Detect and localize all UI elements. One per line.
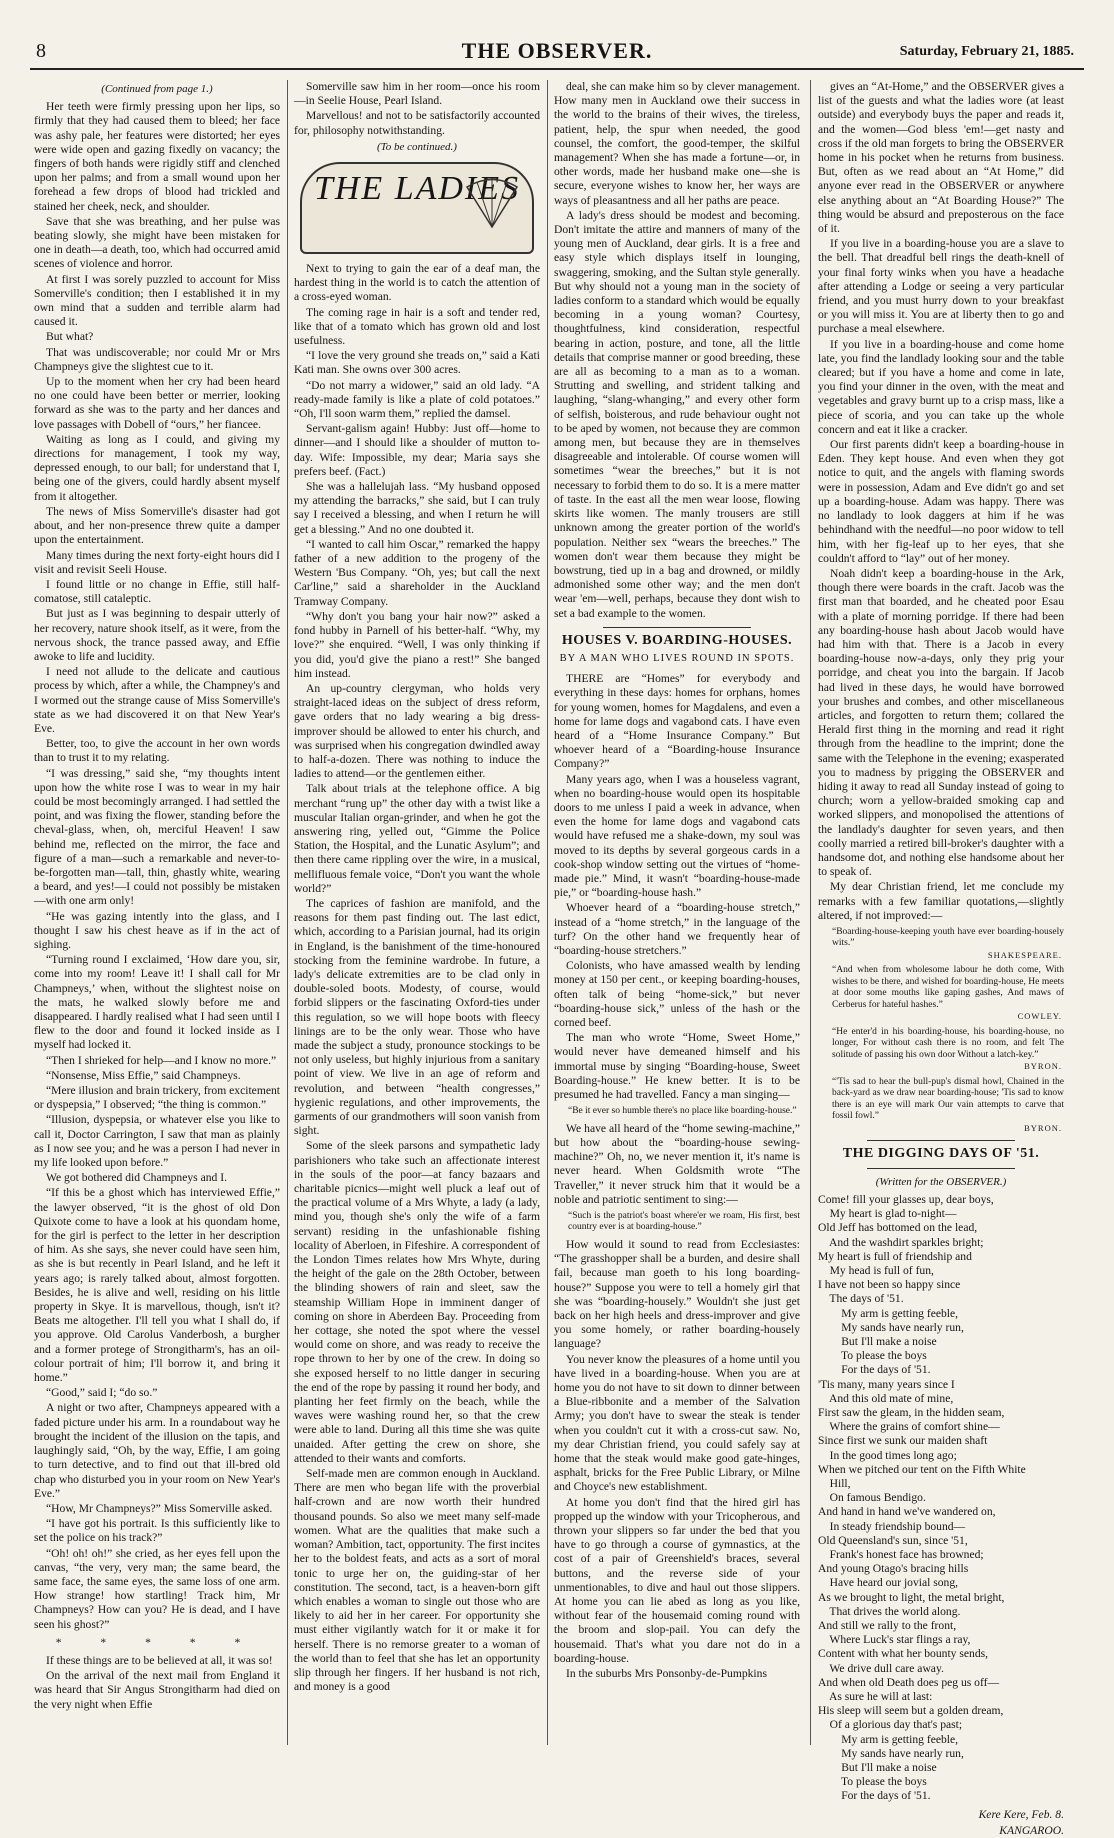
paragraph: Whoever heard of a “boarding-house stretch,” instead of a “home stretch,” in the language of the turf? On the other hand we frequently hear of “boarding-house stretchers.” bbox=[554, 901, 800, 957]
poem-line: That drives the world along. bbox=[818, 1604, 961, 1618]
column-divider bbox=[547, 80, 548, 1745]
paragraph: deal, she can make him so by clever management. How many men in Auckland owe their success in the world to the brains of their wives, the tireless, patient, help, the spur when needed, the good counsel, the comfort, the good-temper, the skilful management? When she has made a fortune—or, in other words, made her husband make one—she is secure, everyone wishes to know her, her ways are ways of pleasantness and all her paths are peace. bbox=[554, 80, 800, 207]
paragraph: The caprices of fashion are manifold, and the reasons for them past finding out. The last edict, which, according to a Parisian journal, had its origin in England, is the banishment of the time-honoured stocking from the feminine wardrobe. In future, a lady's delicate extremities are to be clad only in double-soled boots. Modesty, of course, would forbid slippers or the fascinating Oxford-ties under this regulation, so we will hope boots with fleecy linings are to be the only wear. Those who have made the subject a study, pronounce stockings to be not only useless, but highly injurious from a sanitary point of view. We live in an age of reform and revolution, and between “health congresses,” hygienic regulations, and other improvements, the garments of our grandmothers will soon vanish from sight. bbox=[294, 896, 540, 1138]
poem-line: His sleep will seem but a golden dream, bbox=[818, 1704, 1004, 1718]
poem-line: And when old Death does peg us off— bbox=[818, 1675, 1000, 1689]
quotation-attribution: SHAKESPEARE. bbox=[987, 949, 1062, 960]
column-4 bbox=[818, 80, 1064, 1837]
poem-line: My arm is getting feeble, bbox=[818, 1306, 959, 1320]
paragraph: At home you don't find that the hired girl has propped up the window with your Tricopherous, and thrown your slippers so far under the bed that you have to go through a course of gymnastics, at the cost of a pair of Greenshield's braces, several buttons, and the reverse side of your unmentionables, to dive and haul out those slippers. At home you can lie abed as long as you like, without fear of the housemaid coming round with the broom and slop-pail. You can defy the housemaid. That's what you dare not do in a boarding-house. bbox=[554, 1495, 800, 1665]
poem-line: Where Luck's star flings a ray, bbox=[818, 1633, 971, 1647]
paragraph: “Mere illusion and brain trickery, from excitement or dyspepsia,” I observed; “the thing is common.” bbox=[34, 1084, 280, 1112]
poem-line: My head is full of fun, bbox=[818, 1263, 934, 1277]
paragraph: Somerville saw him in her room—once his room—in Seelie House, Pearl Island. bbox=[294, 80, 540, 108]
pull-quote: “Be it ever so humble there's no place like boarding-house.” bbox=[568, 1106, 797, 1117]
poem-line: In the good times long ago; bbox=[818, 1448, 957, 1462]
houses-heading: HOUSES V. BOARDING-HOUSES. bbox=[561, 632, 793, 648]
quotation bbox=[832, 927, 1064, 962]
newspaper-title: THE OBSERVER. bbox=[461, 38, 653, 63]
poem-line: My sands have nearly run, bbox=[818, 1320, 964, 1334]
paragraph: I found little or no change in Effie, still half-comatose, still cataleptic. bbox=[34, 577, 280, 606]
paragraph: But just as I was beginning to despair utterly of her recovery, nature shook itself, as it were, from the nervous shock, the trance passed away, and Effie awoke to life and lucidity. bbox=[34, 607, 280, 663]
paragraph: Self-made men are common enough in Auckland. There are men who began life with the proverbial half-crown and are now worth their hundred thousand pounds. So also we meet many self-made women. What are the qualities that make such a woman? Ambition, tact, opportunity. The first incites her to the boldest feats, and acts as a sort of moral tonic to urge her on, the guiding-star of her constitution. The second, tact, is a heaven-born gift which enables a woman to single out those who are likely to aid her in her career. For opportunity she must either vigilantly watch for it or make it for herself. There is no remorse greater to a woman of the world than to feel that she has let an opportunity slip through her fingers. If her husband is not rich, and money is a good bbox=[294, 1467, 541, 1694]
poem-line: When we pitched our tent on the Fifth White bbox=[818, 1462, 1026, 1476]
issue-date: Saturday, February 21, 1885. bbox=[899, 44, 1074, 59]
houses-text bbox=[554, 1122, 800, 1207]
paragraph: A night or two after, Champneys appeared with a faded picture under his arm. In a roundabout way he brought the incident of the illusion on the tapis, and laughingly said, “Oh, by the way, Effie, I am going to turn detective, and to find out that ill-bred old chap who disturbed you in your room on New Year's Eve.” bbox=[34, 1401, 280, 1500]
fan-illustration-icon bbox=[462, 172, 522, 232]
pull-quote: “Such is the patriot's boast where'er we roam, His first, best country ever is at boarding-house.” bbox=[568, 1210, 800, 1233]
poem-line: To please the boys bbox=[818, 1349, 927, 1363]
paragraph: Save that she was breathing, and her pulse was beating slowly, she might have been mistaken for one in death—a death, too, which had occurred amid scenes of violence and horror. bbox=[34, 214, 280, 271]
paragraph: “Oh! oh! oh!” she cried, as her eyes fell upon the canvas, “the very, very man; the same beard, the same face, the same eyes, the same loss of one arm. How strange! how startling! Track him, Mr Champneys? How can you? He is dead, and I have seen his ghost?” bbox=[34, 1546, 280, 1631]
paragraph: If these things are to be believed at all, it was so! bbox=[46, 1653, 273, 1667]
paragraph: The news of Miss Somerville's disaster had got about, and her non-presence threw quite a damper upon the entertainment. bbox=[34, 504, 280, 547]
quotation bbox=[832, 965, 1064, 1023]
section-divider bbox=[867, 1168, 1015, 1169]
quotation bbox=[832, 1027, 1064, 1073]
poem-line: And the washdirt sparkles bright; bbox=[818, 1235, 984, 1249]
story-text bbox=[34, 100, 280, 1632]
paragraph: “If this be a ghost which has interviewed Effie,” the lawyer observed, “it is the ghost of old Don Quixote come to have a look at his quondam home, for the girl is perfect to the letter in her description of him. As she says, she never could have seen him, as she is but recently in Pearl Island, and he left it years ago; is rarely talked about, almost forgotten. Besides, he is alive and well, residing on his little property in Skye. It is marvellous, though, isn't it? Beats me altogether. I'll tell you what I shall do, if you approve. Old Carolus Vanderbosh, a burgher and a former protege of Strongitharm's, has an oil-colour portrait of him; I'll borrow it, and bring it home.” bbox=[34, 1186, 280, 1385]
ladies-column-continued bbox=[554, 80, 800, 621]
quotation-text: “He enter'd in his boarding-house, his boarding-house, no longer, For without cash there is no room, and felt The solitude of passing his own door Without a latch-key.” bbox=[832, 1026, 1064, 1060]
paragraph: We have all heard of the “home sewing-machine,” but how about the “boarding-house sewing-machine?” Oh, no, we never mention it, it's name is never heard. When Goldsmith wrote “The Traveller,” it never struck him that it would be a noble and patriotic sentiment to sing:— bbox=[554, 1121, 800, 1206]
houses-continued bbox=[818, 80, 1064, 923]
quotation bbox=[832, 1077, 1064, 1135]
poem-line: For the days of '51. bbox=[818, 1789, 931, 1803]
paragraph: An up-country clergyman, who holds very straight-laced ideas on the subject of dress reform, gave orders that no lady wearing a big dress-improver should be allowed to enter his church, and was surprised when his congregation dwindled away to half-a-dozen. There was nothing to induce the ladies to attend—or the gentlemen either. bbox=[294, 681, 540, 781]
signoff-place: Kere Kere, Feb. 8. bbox=[978, 1807, 1064, 1821]
paragraph: “Illusion, dyspepsia, or whatever else you like to call it, Doctor Carrington, I saw that man as plainly as I now see you; and he was a person I had never in my life looked upon before.” bbox=[34, 1113, 280, 1170]
altered-quotations bbox=[818, 927, 1064, 1135]
paragraph: At first I was sorely puzzled to account for Miss Somerville's condition; then I established it in my own mind that a sudden and terrible alarm had caused it. bbox=[34, 272, 280, 329]
story-conclusion bbox=[294, 80, 540, 138]
poem-line: We drive dull care away. bbox=[818, 1661, 944, 1675]
paragraph: A lady's dress should be modest and becoming. Don't imitate the attire and manners of many of the young men of Auckland, dear girls. It is a free and easy style which displays itself in lounging, swaggering, smoking, and the Sultan style generally. But why should not a young man in the society of ladies conform to a standard which would be equally becoming in a young woman? Courtesy, thoughtfulness, kind consideration, respectful bearing in action, posture, and tone, all the little details that comprise manner or good breeding, these are all as becoming to a man as to a woman. Strutting and swelling, and strident talking and laughing, “slang-whanging,” and every other form of selfish, boisterous, and rude behaviour ought not to be aped by women, not because they are common among men, but because they are in themselves disagreeable and intolerable. Of course women will sometimes “wear the breeches,” but it is not necessary to forbid them to do so. It is a mere matter of taste. In the east all the men wear loose, flowing skirts like women. The manly trousers are still unknown among the greater portion of the world's population. Neither sex “wears the breeches.” The women don't wear them because they might be bowstrung, tied up in a bag and drowned, or mildly admonished some other way; and the men don't wear 'em—well, perhaps, because they dont wish to set a bad example to the women. bbox=[554, 208, 800, 620]
paragraph: But what? bbox=[46, 330, 94, 344]
ladies-column-text bbox=[294, 262, 540, 1694]
paragraph: “I wanted to call him Oscar,” remarked the happy father of a new addition to the progeny of the Western 'Bus Company. “Oh, yes; but call the next Car'line,” said a shareholder in the Auckland Tramway Company. bbox=[294, 537, 540, 608]
poem-line: For the days of '51. bbox=[818, 1363, 931, 1377]
poem-line: And hand in hand we've wandered on, bbox=[818, 1505, 996, 1519]
section-divider bbox=[603, 627, 751, 628]
paragraph: Up to the moment when her cry had been heard no one could have been better or merrier, looking forward as she was to the party and her dances and love passages with Dobell of “ours,” her fiancee. bbox=[34, 375, 280, 431]
paragraph: The man who wrote “Home, Sweet Home,” would never have demeaned himself and his immortal muse by singing “Boarding-house, Sweet Boarding-house.” He knew better. It is to be presumed he had travelled. Fancy a man singing— bbox=[554, 1031, 800, 1102]
paragraph: “I have got his portrait. Is this sufficiently like to set the police on his track?” bbox=[34, 1517, 280, 1545]
houses-text bbox=[554, 672, 800, 1102]
poem-line: Since first we sunk our maiden shaft bbox=[818, 1434, 988, 1448]
paragraph: “I was dressing,” said she, “my thoughts intent upon how the white rose I was to wear in my hair could be most becomingly arranged. I had settled the point, and was fixing the flower, standing before the cheval-glass, when, oh, merciful Heaven! I saw behind me, reflected on the mirror, the face and figure of a man—such a remarkable and never-to-be-forgotten man—tall, thin, ghastly white, wearing a beard, and yes!—I could not possibly be mistaken—with one arm only! bbox=[34, 766, 280, 908]
poem-line: To please the boys bbox=[818, 1775, 927, 1789]
paragraph: “Good,” said I; “do so.” bbox=[46, 1386, 158, 1400]
column-divider bbox=[810, 80, 811, 1745]
paragraph: If you live in a boarding-house and come home late, you find the landlady looking sour and the table cleared; but if you have a home and come in late, you find your dinner in the oven, with the meat and vegetables and gravy burnt up to a crisp mass, like a piece of scoria, and you can take up the whole concern and eat it like a cracker. bbox=[818, 337, 1064, 436]
column-1 bbox=[34, 80, 280, 1750]
paragraph: Next to trying to gain the ear of a deaf man, the hardest thing in the world is to catch the attention of a cross-eyed woman. bbox=[294, 262, 540, 304]
poem-line: My sands have nearly run, bbox=[818, 1746, 964, 1760]
poem-line: But I'll make a noise bbox=[818, 1334, 937, 1348]
paragraph: That was undiscoverable; nor could Mr or Mrs Champneys give the slightest cue to it. bbox=[34, 345, 280, 373]
paragraph: Many times during the next forty-eight hours did I visit and revisit Seeli House. bbox=[34, 548, 280, 576]
paragraph: gives an “At-Home,” and the OBSERVER gives a list of the guests and what the ladies wore (at least outside) and everybody buys the paper and reads it, and the women—God bless 'em!—get nasty and cross if the old man forgets to bring the OBSERVER home in his pocket when he returns from business. But, often as we read about an “At Home,” did anyone ever read in the OBSERVER or anywhere else anything about an “At Boarding House?” The thing would be absurd and preposterous on the face of it. bbox=[818, 80, 1064, 236]
digging-days-subtitle: (Written for the OBSERVER.) bbox=[875, 1175, 1007, 1188]
continued-note: (Continued from page 1.) bbox=[101, 83, 213, 95]
column-divider bbox=[287, 80, 288, 1745]
column-2 bbox=[294, 80, 540, 1750]
paragraph: On the arrival of the next mail from England it was heard that Sir Angus Strongitharm had died on the very night when Effie bbox=[34, 1669, 280, 1711]
houses-text bbox=[554, 1238, 800, 1681]
poem-line: As we brought to light, the metal bright, bbox=[818, 1590, 1005, 1604]
poem-line: And still we rally to the front, bbox=[818, 1618, 957, 1632]
quotation-attribution: BYRON. bbox=[1024, 1061, 1062, 1072]
poem-line: But I'll make a noise bbox=[818, 1761, 937, 1775]
page-number: 8 bbox=[36, 40, 46, 62]
paragraph: Marvellous! and not to be satisfactorily accounted for, philosophy notwithstanding. bbox=[294, 109, 540, 137]
paragraph: Some of the sleek parsons and sympathetic lady parishioners who take such an affectionate interest in the souls of the poor—at fancy bazaars and charitable picnics—might well pluck a leaf out of the practical volume of a Mrs Whyte, a lady (a lady, mind you, though she's only the wife of a farm servant) residing in the unfashionable fishing locality of Aberloen, in Fifeshire. A correspondent of the London Times relates how Mrs Whyte, during the height of the gale on the 28th October, between the blinding showers of rain and sleet, saw the steamship William Hope in imminent danger of coming on shore in Aberdeen Bay. Proceeding from her cottage, she noted the spot where the vessel would come on shore, and was ready to receive the rope thrown to her by one of the crew. In doing so she exposed herself to no little danger in securing the end of the rope by passing it round her body, and planting her feet firmly on the beach, while the waves were washing round her, so that the crew were able to land. During all this time she was quite unaided. After getting the crew on shore, she attended to their wants and comforts. bbox=[294, 1139, 540, 1465]
poem-line: On famous Bendigo. bbox=[818, 1491, 926, 1505]
poem-line: And this old mate of mine, bbox=[818, 1391, 954, 1405]
paragraph: “Turning round I exclaimed, ‘How dare you, sir, come into my room! Leave it! I shall call for Mr Champneys,’ when, without the slightest noise on the mats, he walked slowly before me and disappeared. I hardly realised what I had seen until I flew to the door and found it locked inside as I myself had locked it. bbox=[34, 953, 280, 1052]
houses-byline: BY A MAN WHO LIVES ROUND IN SPOTS. bbox=[559, 652, 795, 664]
paragraph: “Then I shrieked for help—and I know no more.” bbox=[46, 1053, 277, 1067]
poem-line: My heart is full of friendship and bbox=[818, 1249, 972, 1263]
story-ending bbox=[34, 1654, 280, 1712]
paragraph: “How, Mr Champneys?” Miss Somerville asked. bbox=[46, 1501, 273, 1515]
quotation-attribution: COWLEY. bbox=[1017, 1011, 1062, 1022]
quotation-text: “Boarding-house-keeping youth have ever boarding-housely wits.” bbox=[832, 926, 1064, 949]
paragraph: My dear Christian friend, let me conclude my remarks with a few familiar quotations,—slightly altered, if not improved:— bbox=[818, 880, 1064, 922]
poem-line: First saw the gleam, in the hidden seam, bbox=[818, 1405, 1005, 1419]
poem-line: Hill, bbox=[818, 1476, 851, 1490]
paragraph: If you live in a boarding-house you are a slave to the bell. That dreadful bell rings the death-knell of your final forty winks when you have a headache after attending a Lodge or seeing a very particular friend, and you must hurry down to your breakfast or you will miss it. You are at liberty then to go and purchase a meal elsewhere. bbox=[818, 237, 1064, 336]
paragraph: The coming rage in hair is a soft and tender red, like that of a tomato which has grown old and lost usefulness. bbox=[294, 305, 540, 348]
paragraph: Her teeth were firmly pressing upon her lips, so firmly that they had caused them to bleed; her face was ashy pale, her features were distorted; her eyes were wide open and gazing fixedly on vacancy; the fingers of both hands were rigidly stiff and clenched upon her palms; and from a small wound upon her forehead a few drops of blood had trickled and stained her cheek, neck, and shoulder. bbox=[34, 100, 280, 213]
paragraph: Noah didn't keep a boarding-house in the Ark, though there were boards in the craft. Jacob was the first man that boarded, and he cheated poor Esau with a plate of morning porridge. If there had been any boarding-house hash about Jacob would have had him with that. There is a Jacob in every boarding-house now-a-days, only they prig your porridge, and cheat you into the bargain. If Jacob had lived in these days, he would have borrowed your brushes and combes, and other miscellaneous articles, and forgotten to return them; collared the Herald first thing in the morning and read it right through from the headline to the imprint; done the same with the Telephone in the evening; exasperated you to madness by prigging the OBSERVER and hiding it away to read all Sunday instead of going to church; worn a yellow-braided smoking cap and worked slippers, and monopolised the attentions of the landlady's daughter for seven years, and then coolly married a retired bill-broker's daughter with a handsome dot, and nothing else handsome about her to speak of. bbox=[818, 566, 1064, 879]
banner-title: THE LADIES bbox=[313, 170, 521, 208]
poem-line: My arm is getting feeble, bbox=[818, 1732, 959, 1746]
paragraph: You never know the pleasures of a home until you have lived in a boarding-house. When you are at home you do not have to sit down to dinner between a Blue-ribbonite and a member of the Salvation Army; you don't have to swear the steak is tender when you couldn't cut it with a cross-cut saw. No, my dear Christian friend, you could safely say at home that the steak would make good gate-hinges, asphalt, bricks for the Free Public Library, or Milne and Choyce's new establishment. bbox=[554, 1352, 800, 1494]
paragraph: She was a hallelujah lass. “My husband opposed my attending the barracks,” she said, but I can truly say I received a blessing, and when I return he will get a blessing.” And no one doubted it. bbox=[294, 480, 540, 536]
paragraph: “Nonsense, Miss Effie,” said Champneys. bbox=[46, 1068, 241, 1082]
paragraph: Better, too, to give the account in her own words than to trust it to my relating. bbox=[34, 737, 280, 765]
paragraph: Talk about trials at the telephone office. A big merchant “rung up” the other day with a twist like a muscular Italian organ-grinder, and when he got the answering ring, yelled out, “Gimme the Police Station, the Hospital, and the Lunatic Asylum”; and then there came rippling over the wire, in a musical, mellifluous female voice, “Don't you want the whole world?” bbox=[294, 782, 540, 895]
masthead bbox=[30, 38, 1084, 70]
poem-line: Frank's honest face has browned; bbox=[818, 1547, 984, 1561]
paragraph: “I love the very ground she treads on,” said a Kati Kati man. She owns over 300 acres. bbox=[294, 349, 540, 377]
poem-line: Content with what her bounty sends, bbox=[818, 1647, 989, 1661]
paragraph: “Do not marry a widower,” said an old lady. “A ready-made family is like a plate of cold potatoes.” “Oh, I'll soon warm them,” replied the damsel. bbox=[294, 378, 540, 421]
the-ladies-banner bbox=[300, 162, 534, 254]
poem-line: My heart is glad to-night— bbox=[818, 1207, 957, 1221]
section-divider bbox=[867, 1140, 1015, 1141]
poem-line: 'Tis many, many years since I bbox=[818, 1377, 955, 1391]
poem-line: And young Otago's bracing hills bbox=[818, 1562, 969, 1576]
poem-line: I have not been so happy since bbox=[818, 1278, 961, 1292]
poem-line: Have heard our jovial song, bbox=[818, 1576, 959, 1590]
to-be-continued: (To be continued.) bbox=[377, 140, 457, 153]
digging-days-heading: THE DIGGING DAYS OF '51. bbox=[842, 1146, 1040, 1162]
signoff-name: KANGAROO. bbox=[999, 1823, 1064, 1837]
poem-line: Of a glorious day that's past; bbox=[818, 1718, 963, 1732]
paragraph: Waiting as long as I could, and giving my directions for management, I took my way, depressed enough, to our ball; for understand that I, being one of the givers, could hardly absent myself from it altogether. bbox=[34, 432, 280, 503]
poem-line: The days of '51. bbox=[818, 1292, 904, 1306]
paragraph: In the suburbs Mrs Ponsonby-de-Pumpkins bbox=[566, 1667, 767, 1681]
quotation-text: “'Tis sad to hear the bull-pup's dismal howl, Chained in the back-yard as we draw near boarding-house; 'Tis sad to know there is an eye will mark Our vain attempts to carve that fossil fowl.” bbox=[832, 1076, 1064, 1122]
poem-line: Old Jeff has bottomed on the lead, bbox=[818, 1221, 978, 1235]
quotation-attribution: BYRON. bbox=[1024, 1122, 1062, 1133]
paragraph: “Why don't you bang your hair now?” asked a fond hubby in Parnell of his better-half. “Why, my love?” she enquired. “Well, I was only thinking if you did, you'd give the piano a rest!” She banged him instead. bbox=[294, 609, 540, 680]
paragraph: Our first parents didn't keep a boarding-house in Eden. They kept house. And even when they got notice to quit, and the angels with flaming swords were in possession, Adam and Eve didn't go and set up a boarding-house. Adam was happy. There was no landlady to look daggers at him if he was behindhand with the needful—no poor widow to tell him, with her fig-leaf up to her eyes, that she couldn't afford to “lay” out of her money. bbox=[818, 438, 1064, 565]
poem-line: Where the grains of comfort shine— bbox=[818, 1420, 1000, 1434]
column-3 bbox=[554, 80, 800, 1750]
poem-line: In steady friendship bound— bbox=[818, 1519, 966, 1533]
poem-line: Come! fill your glasses up, dear boys, bbox=[818, 1192, 994, 1206]
paragraph: How would it sound to read from Ecclesiastes: “The grasshopper shall be a burden, and desire shall fail, because man goeth to his long boarding-house?” Suppose you were to tell a homely girl that she was “boarding-housely.” Wouldn't she just get back on her high heels and dress-improver and give you some homely, or rather boarding-housely language? bbox=[554, 1237, 800, 1351]
paragraph: “He was gazing intently into the glass, and I thought I saw his chest heave as if in the act of sighing. bbox=[34, 909, 280, 951]
paragraph: We got bothered did Champneys and I. bbox=[46, 1171, 227, 1185]
paragraph: Servant-galism again! Hubby: Just off—home to dinner—and I should like a shoulder of mutton to-day. Wife: Impossible, my dear; Maria says she prefers beef. (Fact.) bbox=[294, 422, 540, 478]
poem-line: As sure he will at last: bbox=[818, 1690, 933, 1703]
quotation-text: “And when from wholesome labour he doth come, With wishes to be there, and wished for boarding-house, He meets at door some mouths like gaping gashes, And maws of Cerberus for hateful hashes.” bbox=[832, 965, 1064, 1010]
paragraph: Many years ago, when I was a houseless vagrant, when no boarding-house would open its hospitable doors to me unless I paid a week in advance, when even the home for lame dogs and vagabond cats would have refused me a shake-down, my soul was moved to its depths by several gorgeous cards in a cook-shop window setting out the virtues of “home-made pie.” Mind, it wasn't “boarding-house-made pie,” or “boarding-house hash.” bbox=[554, 772, 800, 900]
poem-line: Old Queensland's sun, since '51, bbox=[818, 1533, 968, 1547]
poem bbox=[818, 1193, 1064, 1804]
section-stars: * * * * * bbox=[55, 1635, 259, 1649]
paragraph: I need not allude to the delicate and cautious process by which, after a while, the Champney's and I wormed out the strange cause of Miss Somerville's state as we had discovered it on that New Year's Eve. bbox=[34, 665, 280, 735]
paragraph: Colonists, who have amassed wealth by lending money at 150 per cent., or keeping boarding-houses, often talk of being “home-sick,” but never “boarding-house sick,” unless of the hash or the corned beef. bbox=[554, 959, 800, 1029]
paragraph: THERE are “Homes” for everybody and everything in these days: homes for orphans, homes for young women, homes for Magdalens, and even a home for lame dogs and vagabond cats. I have even heard of a “Home Insurance Company.” But whoever heard of a “Boarding-house Insurance Company?” bbox=[554, 672, 800, 771]
